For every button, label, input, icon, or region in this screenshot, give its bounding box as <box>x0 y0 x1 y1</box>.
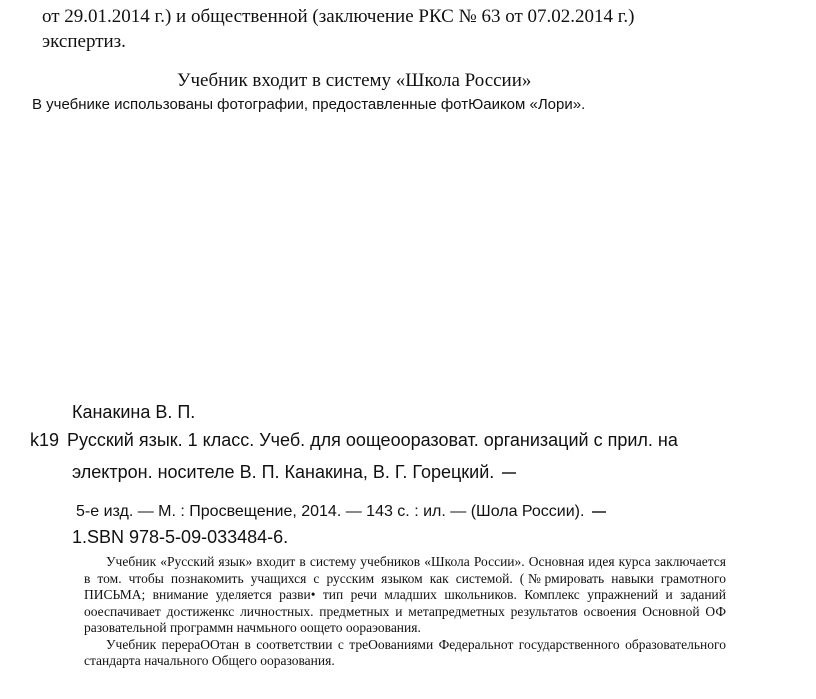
dash-mark <box>592 511 606 513</box>
abstract-paragraph-1: Учебник «Русский язык» входит в систему учебников «Школа России». Основная идея курса заключается в том. чтобы познакомить учащихся с русским языком как системой. (№рмировать навыки грамотного ПИСЬМА; внимание уделяется разви• тип речи младших школьников. Комплекс упражнений и заданий ооеспачивает достиженкс личностных. предметных и метапредметных результатов освоения Основной ОФ разовательной программн начмьного оощето оораэования. <box>84 554 726 635</box>
abstract-paragraph-2: Учебник перераООтан в соответствии с треОованиями Федеральнот государственного образовательного стандарта начального Общего ооразования. <box>84 636 726 668</box>
approval-line-2: экспертиз. <box>42 31 126 52</box>
approval-line-1: от 29.01.2014 г.) и общественной (заключение РКС № 63 от 07.02.2014 г.) <box>42 6 635 27</box>
catalog-title-text-1: Русский язык. 1 класс. Учеб. для оощеооразоват. организаций с прил. на <box>67 430 678 450</box>
dash-mark <box>502 472 516 474</box>
catalog-title-line-1 <box>30 430 678 451</box>
catalog-edition-text: 5-е изд. — М. : Просвещение, 2014. — 143 с. : ил. — (Шола России). <box>76 503 585 520</box>
series-note: Учебник входит в систему «Школа России» <box>177 70 532 91</box>
abstract <box>84 554 726 670</box>
catalog-author: Канакина В. П. <box>72 402 196 422</box>
photo-credit: В учебнике использованы фотографии, предоставленные фотЮаиком «Лори». <box>32 96 586 113</box>
catalog-title-line-2 <box>72 462 516 483</box>
catalog-isbn: 1.SBN 978-5-09-033484-6. <box>72 527 289 547</box>
catalog-code: k19 <box>30 430 60 450</box>
catalog-title-text-2: электрон. носителе В. П. Канакина, В. Г. Горецкий. <box>72 462 495 482</box>
catalog-edition <box>76 503 606 521</box>
